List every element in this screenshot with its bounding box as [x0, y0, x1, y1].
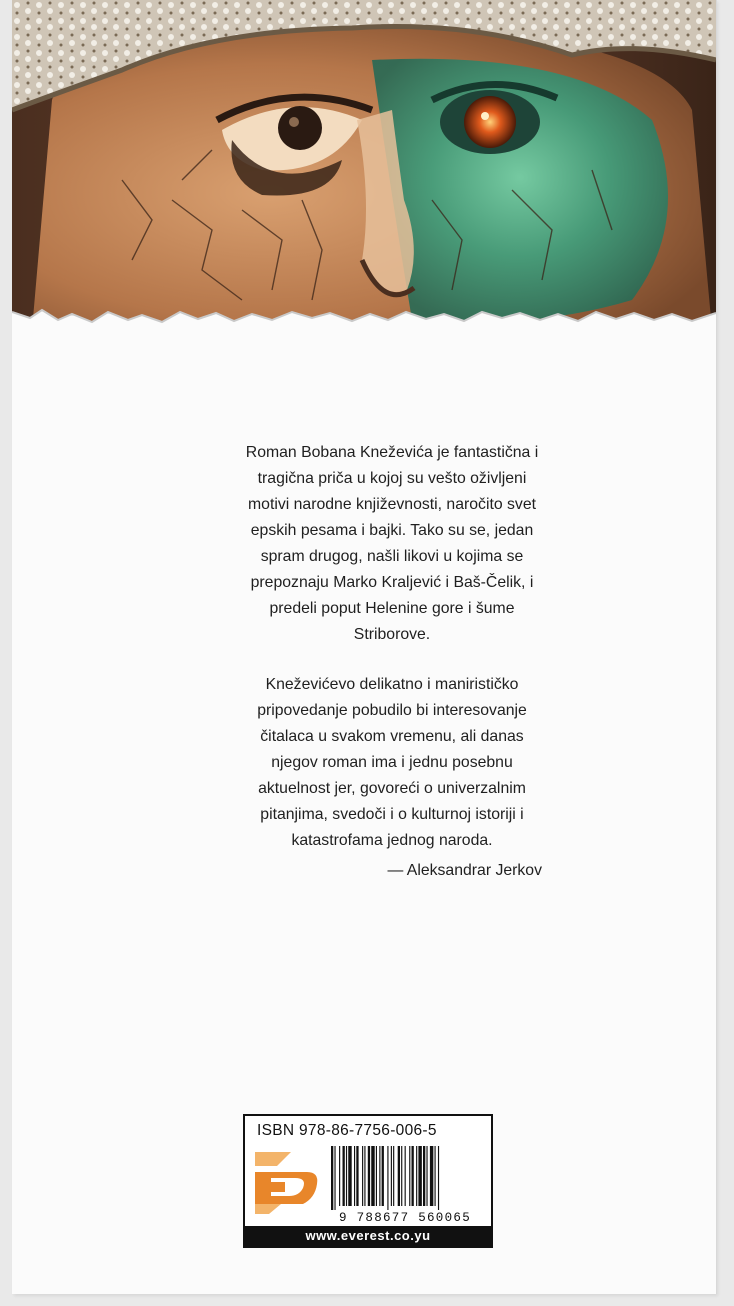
blurb-paragraph-1: Roman Bobana Kneževića je fantastična i tragična priča u kojoj su vešto oživljeni motivi narodne književnosti, naročito svet epskih pesama i bajki. Tako su se, jedan spram drugog, našli likovi u kojima se prepoznaju Marko Kraljević i Baš-Čelik, i predeli poput Helenine gore i šume Striborove. [245, 444, 539, 643]
barcode-bar [364, 1146, 365, 1206]
barcode-bar [371, 1146, 374, 1206]
barcode-bar [343, 1146, 345, 1206]
barcode-bar [430, 1146, 433, 1206]
barcode-bar [426, 1146, 427, 1206]
barcode-bar [376, 1146, 377, 1206]
barcode-bar [379, 1146, 380, 1206]
barcode-bar [401, 1146, 402, 1206]
barcode-bar [435, 1146, 436, 1206]
barcode-bar [405, 1146, 406, 1206]
fresco-face-illustration [12, 0, 716, 340]
barcode-bar [398, 1146, 400, 1206]
barcode-bar [393, 1146, 394, 1206]
publisher-url: www.everest.co.yu [245, 1226, 491, 1246]
isbn-number: ISBN 978-86-7756-006-5 [257, 1122, 437, 1139]
barcode-bar [391, 1146, 392, 1206]
barcode-bar [416, 1146, 417, 1206]
barcode-bar [409, 1146, 410, 1206]
barcode-bar [423, 1146, 425, 1206]
blurb-paragraph-2: Kneževićevo delikatno i manirističko pripovedanje pobudilo bi interesovanje čitalaca u svakom vremenu, ali danas njegov roman ima i jednu posebnu aktuelnost jer, govoreći o univerzalnim pitanjima, svedoči i o kulturnoj istoriji i katastrofama jednog naroda. [257, 676, 527, 849]
back-cover [12, 0, 716, 1294]
barcode-bar [339, 1146, 340, 1206]
barcode-bar [362, 1146, 363, 1206]
barcode-bar [348, 1146, 351, 1206]
barcode-digits: 9 788677 560065 [338, 1211, 472, 1225]
barcode-bar [331, 1146, 333, 1210]
blurb-author: — Aleksandrar Jerkov [387, 862, 542, 879]
blurb [242, 440, 542, 884]
everest-e-logo-icon [251, 1146, 323, 1216]
barcode-bar [334, 1146, 335, 1210]
isbn-box [243, 1114, 493, 1248]
barcode-bar [412, 1146, 414, 1206]
barcode-bar [346, 1146, 347, 1206]
barcode-bar [368, 1146, 370, 1206]
barcode-bar [418, 1146, 421, 1206]
barcode [329, 1146, 481, 1210]
barcode-bar [354, 1146, 355, 1206]
barcode-bar [382, 1146, 384, 1206]
barcode-bar [387, 1146, 388, 1210]
barcode-bar [438, 1146, 439, 1210]
barcode-bar [356, 1146, 358, 1206]
